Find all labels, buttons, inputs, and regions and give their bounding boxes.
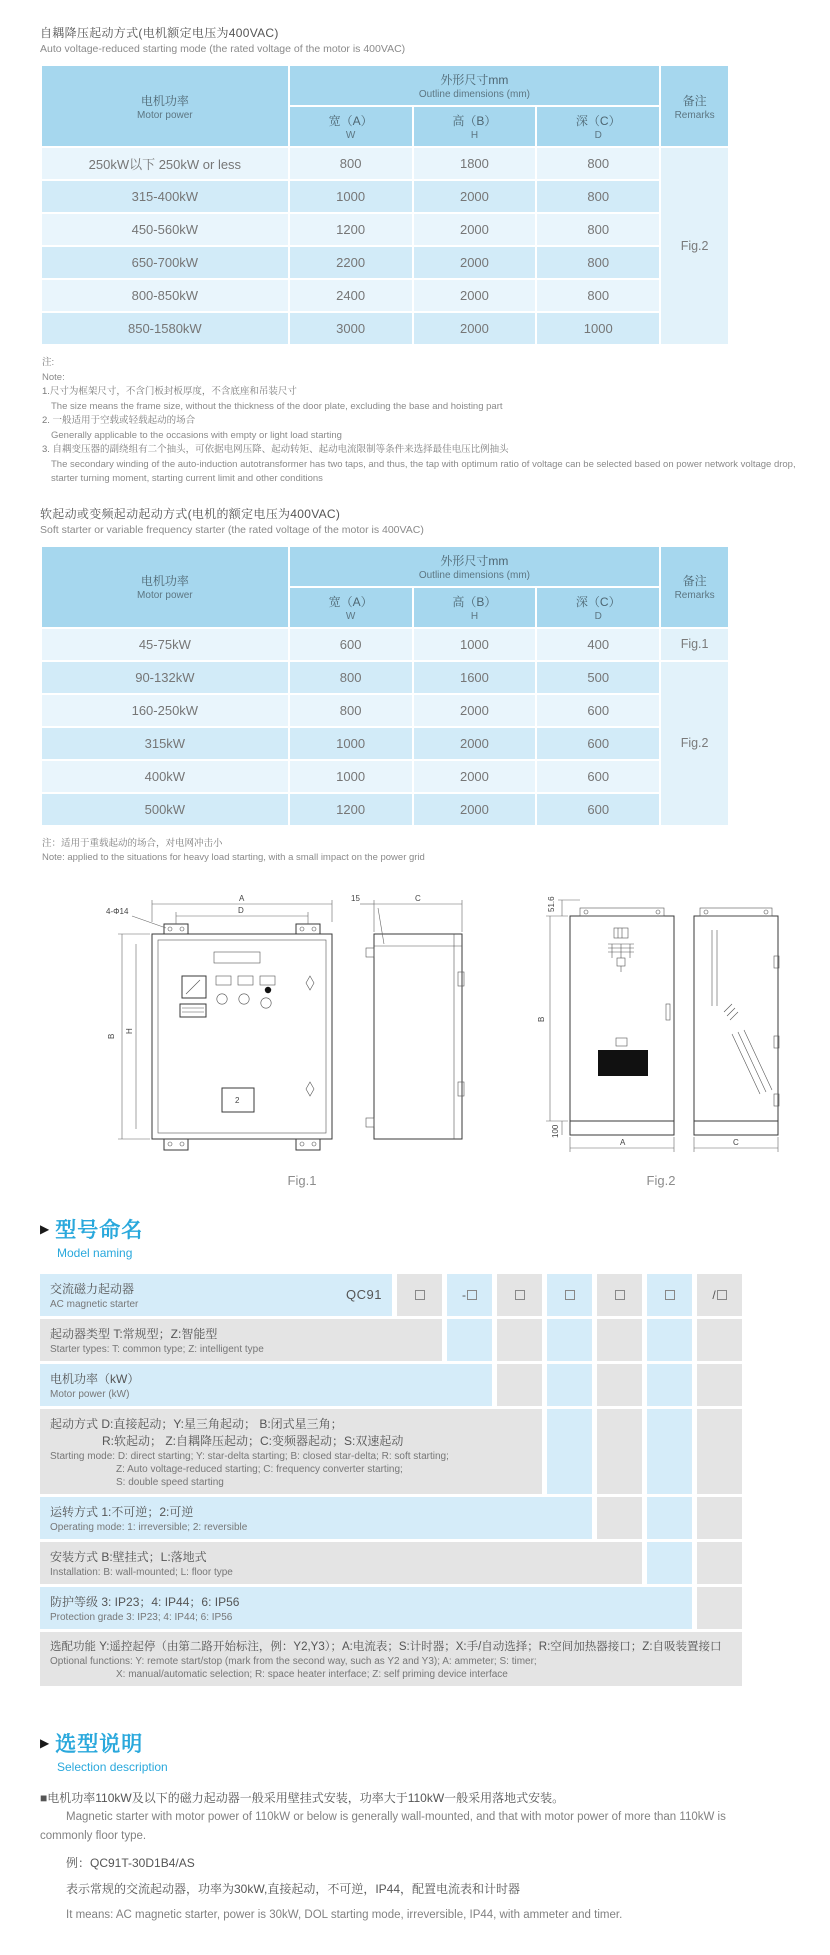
code-stripe xyxy=(697,1409,742,1494)
fig1-label: Fig.1 xyxy=(287,1172,317,1188)
table2-title-en: Soft starter or variable frequency starter (the rated voltage of the motor is 400VAC) xyxy=(40,523,424,536)
code-box-4 xyxy=(547,1274,592,1316)
row-motor-power: 电机功率（kW） Motor power (kW) xyxy=(40,1364,492,1406)
fig2-dim-base: 100 xyxy=(551,1124,560,1138)
cell-h: 2000 xyxy=(413,760,537,793)
cell-remark-fig1: Fig.1 xyxy=(660,628,729,661)
cell-d: 600 xyxy=(536,727,660,760)
row-installation: 安装方式 B:壁挂式；L:落地式 Installation: B: wall-mounted; L: floor type xyxy=(40,1542,642,1584)
cell-d: 800 xyxy=(536,213,660,246)
cell-remark-fig2: Fig.2 xyxy=(660,147,729,345)
header-width: 宽（A） W xyxy=(289,106,413,147)
model-naming-grid xyxy=(40,1274,747,1686)
placeholder-box xyxy=(665,1290,675,1300)
code-stripe xyxy=(597,1364,642,1406)
header-outline: 外形尺寸mm Outline dimensions (mm) xyxy=(289,65,660,106)
cell-h: 1800 xyxy=(413,147,537,180)
code-stripe xyxy=(597,1319,642,1361)
selection-heading-en: Selection description xyxy=(57,1759,168,1774)
fig1-dim-b: B xyxy=(107,1033,116,1039)
row-starter-type: 起动器类型 T:常规型；Z:智能型 Starter types: T: common type; Z: intelligent type xyxy=(40,1319,442,1361)
table-row xyxy=(41,793,729,826)
header-row-1 xyxy=(41,65,729,106)
cell-power: 450-560kW xyxy=(41,213,289,246)
fig1-drawing xyxy=(102,886,502,1164)
selection-heading-zh: 选型说明 xyxy=(55,1732,144,1756)
product-name-en: AC magnetic starter xyxy=(50,1298,139,1310)
code-stripe xyxy=(497,1364,542,1406)
code-stripe xyxy=(547,1364,592,1406)
placeholder-box xyxy=(467,1290,477,1300)
table-row xyxy=(41,312,729,345)
cell-d: 600 xyxy=(536,793,660,826)
model-naming-heading-en: Model naming xyxy=(57,1245,133,1260)
selection-example-en: It means: AC magnetic starter, power is 30kW, DOL starting mode, irreversible, IP44, with ammeter and timer. xyxy=(66,1908,623,1921)
cell-h: 2000 xyxy=(413,694,537,727)
header-depth: 深（C） D xyxy=(536,587,660,628)
header-width: 宽（A） W xyxy=(289,587,413,628)
cell-power: 500kW xyxy=(41,793,289,826)
table1-title-zh: 自耦降压起动方式(电机额定电压为400VAC) xyxy=(40,26,279,40)
row-starting-mode: 起动方式 D:直接起动；Y:星三角起动； B:闭式星三角； R:软起动； Z:自耦降压起动；C:变频器起动；S:双速起动 Starting mode: D: direct starting; Y: star-delta starting; B: closed star-delta; R: soft starting; Z: Auto voltage-reduced starting; C: frequency converter starting; S: double speed starting xyxy=(40,1409,542,1494)
placeholder-box xyxy=(717,1290,727,1300)
header-height: 高（B） H xyxy=(413,587,537,628)
code-box-6 xyxy=(647,1274,692,1316)
fig1-dim-offset: 15 xyxy=(351,893,360,903)
header-outline: 外形尺寸mm Outline dimensions (mm) xyxy=(289,546,660,587)
cell-w: 800 xyxy=(289,694,413,727)
cell-w: 1000 xyxy=(289,727,413,760)
cell-power: 250kW以下 250kW or less xyxy=(41,147,289,180)
code-box-2: - xyxy=(447,1274,492,1316)
fig2-dim-a: A xyxy=(620,1137,626,1147)
section-arrow-icon: ▶ xyxy=(40,1221,50,1236)
model-naming-section-head xyxy=(40,1214,830,1260)
code-stripe xyxy=(697,1587,742,1629)
table2-title-zh: 软起动或变频起动起动方式(电机的额定电压为400VAC) xyxy=(40,506,341,521)
code-box-7: / xyxy=(697,1274,742,1316)
table-row xyxy=(41,147,729,180)
code-stripe xyxy=(547,1319,592,1361)
fig1-dim-h: H xyxy=(125,1027,134,1034)
cell-power: 90-132kW xyxy=(41,661,289,694)
cell-w: 1000 xyxy=(289,180,413,213)
cell-power: 45-75kW xyxy=(41,628,289,661)
figure-strip xyxy=(102,886,830,1188)
placeholder-box xyxy=(565,1290,575,1300)
cell-power: 400kW xyxy=(41,760,289,793)
placeholder-box xyxy=(415,1290,425,1300)
dimension-table-auto-voltage xyxy=(40,64,730,346)
cell-w: 800 xyxy=(289,661,413,694)
cell-w: 2400 xyxy=(289,279,413,312)
cell-h: 2000 xyxy=(413,793,537,826)
cell-h: 1000 xyxy=(413,628,537,661)
cell-d: 800 xyxy=(536,246,660,279)
code-stripe xyxy=(697,1364,742,1406)
cell-w: 1200 xyxy=(289,793,413,826)
cell-d: 800 xyxy=(536,147,660,180)
selection-example-label: 例：QC91T-30D1B4/AS xyxy=(66,1855,195,1870)
code-stripe xyxy=(697,1497,742,1539)
code-stripe xyxy=(647,1319,692,1361)
cell-d: 1000 xyxy=(536,312,660,345)
header-height: 高（B） H xyxy=(413,106,537,147)
table2-note: 注：适用于重载起动的场合，对电网冲击小 Note: applied to the situations for heavy load starting, with a small impact on the power grid xyxy=(42,837,425,863)
cell-power: 160-250kW xyxy=(41,694,289,727)
cell-w: 1200 xyxy=(289,213,413,246)
fig2-drawing xyxy=(536,886,786,1164)
code-stripe xyxy=(697,1319,742,1361)
header-depth: 深（C） D xyxy=(536,106,660,147)
cell-power: 315-400kW xyxy=(41,180,289,213)
cell-h: 2000 xyxy=(413,727,537,760)
header-row-1 xyxy=(41,546,729,587)
code-stripe xyxy=(647,1542,692,1584)
table-row xyxy=(41,760,729,793)
fig1-dim-a: A xyxy=(239,893,245,903)
cell-h: 1600 xyxy=(413,661,537,694)
fig2-dim-c: C xyxy=(733,1137,739,1147)
selection-body xyxy=(40,1788,780,1926)
code-stripe xyxy=(647,1409,692,1494)
table1-notes: 注: Note: 1.尺寸为框架尺寸，不含门板封板厚度，不含底座和吊装尺寸 The size means the frame size, without the thickness of the door plate, excluding the base and hoisting part 2. 一般适用于空载或轻载起动的场合 Generally applicable to the occasions with empty or light load starting 3. 自耦变压器的副绕组有二个抽头，可依据电网压降、起动转矩、起动电流限制等条件来选择最佳电压比例抽头 The secondary winding of the auto-induction autotransformer has two taps, and thus, the tap with optimum ratio of voltage can be selected based on power network voltage drop, starter turning moment, starting current limit and other conditions xyxy=(42,357,796,484)
cell-d: 800 xyxy=(536,180,660,213)
selection-para-zh: ■电机功率110kW及以下的磁力起动器一般采用壁挂式安装，功率大于110kW一般采用落地式安装。 xyxy=(40,1790,565,1805)
dimension-table-soft-start xyxy=(40,545,730,827)
cell-w: 1000 xyxy=(289,760,413,793)
table-row xyxy=(41,694,729,727)
code-stripe xyxy=(597,1497,642,1539)
cell-d: 600 xyxy=(536,694,660,727)
cell-h: 2000 xyxy=(413,213,537,246)
cell-h: 2000 xyxy=(413,180,537,213)
fig2-label: Fig.2 xyxy=(646,1172,676,1188)
code-box-5 xyxy=(597,1274,642,1316)
header-motor-power: 电机功率 Motor power xyxy=(41,65,289,147)
cell-w: 2200 xyxy=(289,246,413,279)
code-box-1 xyxy=(397,1274,442,1316)
table-row xyxy=(41,661,729,694)
fig1-dim-d: D xyxy=(238,905,244,915)
row-optional-functions: 选配功能 Y:遥控起停（由第二路开始标注，例：Y2,Y3）；A:电流表；S:计时器；X:手/自动选择；R:空间加热器接口；Z:自吸装置接口 Optional functions: Y: remote start/stop (mark from the second way, such as Y2 and Y3); A: ammeter; S: timer; X: manual/automatic selection; R: space heater interface; Z: self priming device interface xyxy=(40,1632,742,1686)
figure-1 xyxy=(102,886,502,1188)
header-remarks: 备注 Remarks xyxy=(660,65,729,147)
code-stripe xyxy=(697,1542,742,1584)
code-stripe xyxy=(497,1319,542,1361)
placeholder-box xyxy=(515,1290,525,1300)
cell-d: 800 xyxy=(536,279,660,312)
code-stripe xyxy=(647,1497,692,1539)
model-naming-heading-zh: 型号命名 xyxy=(55,1218,144,1242)
row-operating-mode: 运转方式 1:不可逆；2:可逆 Operating mode: 1: irreversible; 2: reversible xyxy=(40,1497,592,1539)
cell-d: 500 xyxy=(536,661,660,694)
code-stripe xyxy=(597,1409,642,1494)
fig1-holes-label: 4-Φ14 xyxy=(106,906,129,916)
code-stripe xyxy=(447,1319,492,1361)
row-protection-grade: 防护等级 3: IP23；4: IP44；6: IP56 Protection grade 3: IP23; 4: IP44; 6: IP56 xyxy=(40,1587,692,1629)
cell-w: 600 xyxy=(289,628,413,661)
cell-power: 650-700kW xyxy=(41,246,289,279)
cell-remark-fig2: Fig.2 xyxy=(660,661,729,826)
cell-h: 2000 xyxy=(413,312,537,345)
table-row xyxy=(41,727,729,760)
code-stripe xyxy=(647,1364,692,1406)
section-arrow-icon: ▶ xyxy=(40,1735,50,1750)
table-row xyxy=(41,628,729,661)
table1-title-en: Auto voltage-reduced starting mode (the rated voltage of the motor is 400VAC) xyxy=(40,43,406,55)
selection-para-en: Magnetic starter with motor power of 110kW or below is generally wall-mounted, and that with motor power of more than 110kW is commonly floor type. xyxy=(40,1810,726,1843)
product-name-zh: 交流磁力起动器 xyxy=(50,1281,135,1296)
cell-h: 2000 xyxy=(413,246,537,279)
cell-w: 800 xyxy=(289,147,413,180)
table-row xyxy=(41,213,729,246)
fig2-dim-b: B xyxy=(537,1016,546,1022)
cell-power: 315kW xyxy=(41,727,289,760)
table2-section xyxy=(40,505,830,866)
model-product-cell xyxy=(40,1274,392,1316)
code-stripe xyxy=(547,1409,592,1494)
figure-2 xyxy=(536,886,786,1188)
cell-power: 800-850kW xyxy=(41,279,289,312)
model-prefix: QC91 xyxy=(346,1287,382,1302)
cell-w: 3000 xyxy=(289,312,413,345)
cell-d: 400 xyxy=(536,628,660,661)
cell-d: 600 xyxy=(536,760,660,793)
fig2-dim-top: 51.6 xyxy=(547,895,556,912)
table-row xyxy=(41,246,729,279)
fig1-panel-number: 2 xyxy=(235,1095,240,1105)
selection-section-head xyxy=(40,1728,830,1774)
fig1-dim-c: C xyxy=(415,893,421,903)
header-remarks: 备注 Remarks xyxy=(660,546,729,628)
cell-h: 2000 xyxy=(413,279,537,312)
table-row xyxy=(41,180,729,213)
code-box-3 xyxy=(497,1274,542,1316)
table1-section xyxy=(40,24,830,487)
cell-power: 850-1580kW xyxy=(41,312,289,345)
table-row xyxy=(41,279,729,312)
selection-example-zh: 表示常规的交流起动器，功率为30kW,直接起动，不可逆，IP44，配置电流表和计时器 xyxy=(66,1882,521,1897)
header-motor-power: 电机功率 Motor power xyxy=(41,546,289,628)
placeholder-box xyxy=(615,1290,625,1300)
